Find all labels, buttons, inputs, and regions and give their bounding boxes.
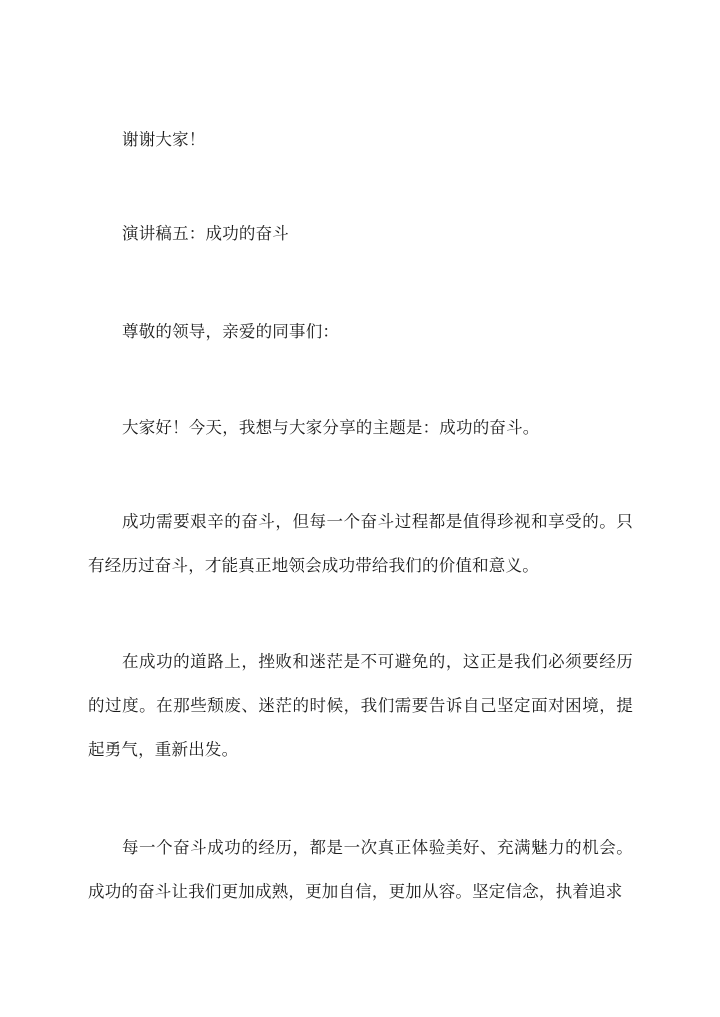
opening-paragraph: 大家好！今天，我想与大家分享的主题是：成功的奋斗。 bbox=[122, 418, 540, 437]
body-paragraph-3: 每一个奋斗成功的经历，都是一次真正体验美好、充满魅力的机会。成功的奋斗让我们更加成熟，更加自信，更加从容。坚定信念，执着追求 bbox=[88, 838, 633, 901]
speech-title: 演讲稿五：成功的奋斗 bbox=[122, 224, 289, 243]
closing-thanks: 谢谢大家！ bbox=[122, 130, 206, 149]
body-paragraph-2: 在成功的道路上，挫败和迷茫是不可避免的，这正是我们必须要经历的过度。在那些颓废、迷茫的时候，我们需要告诉自己坚定面对困境，提起勇气，重新出发。 bbox=[88, 652, 633, 759]
salutation: 尊敬的领导，亲爱的同事们： bbox=[122, 322, 340, 341]
body-paragraph-1: 成功需要艰辛的奋斗，但每一个奋斗过程都是值得珍视和享受的。只有经历过奋斗，才能真正地领会成功带给我们的价值和意义。 bbox=[88, 512, 633, 575]
